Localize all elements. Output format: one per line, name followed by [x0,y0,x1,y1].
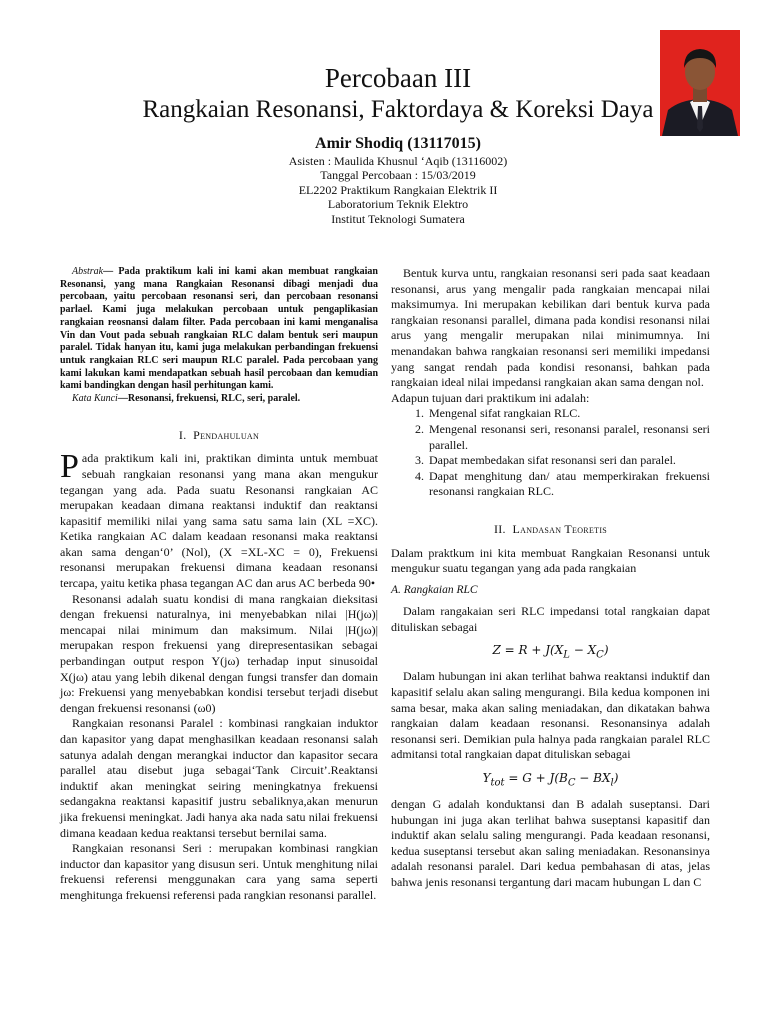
eq2-part: ) [613,771,619,786]
eq1-sub-c: C [596,649,604,661]
intro-paragraph-4: Rangkaian resonansi Seri : merupakan kombinasi rangkian inductor dan kapasitor yang disusun seri. Untuk menghitung nilai frekuensi referensi menggunakan cara yang sama seperti menghitunga frekuensi referensi pada rangkian resonansi parallel. [60,841,378,902]
section-number-1: I. [178,427,187,442]
section-title-2: Landasan Teoretis [512,521,608,536]
list-item: 2. Mengenal resonansi seri, resonansi paralel, resonansi seri parallel. [427,422,710,453]
keywords-label: Kata Kunci [72,393,118,405]
intro-text-1: ada praktikum kali ini, praktikan diminta untuk membuat sebuah rangkaian resonansi yang mana akan mengukur tegangan yang ada. Pada suatu Resonansi rangkaian AC merupakan keadaan dimana reaktansi induktif dan reaktansi kapasitif memiliki nilai yang sama satu sama lain (XL =XC). Ketika rangkaian AC dalam keadaan resonansi maka reaktansi akan sama dengan‘0’ (Nol), (X =XL-XC = 0), Frekuensi resonansi merupakan frekuensi dimana keadaan resonansi tercapa, yaitu ketika phasa tegangan AC dan arus AC berbeda 90• [60,451,378,591]
paper-title: Percobaan III [324,63,472,93]
keywords-text: —Resonansi, frekuensi, RLC, seri, paralel. [117,393,301,405]
section-title-1: Pendahuluan [193,427,260,442]
list-item: 1. Mengenal sifat rangkaian RLC. [427,406,710,422]
left-column [60,266,378,904]
eq2-sub-l: l [610,777,614,789]
theory-paragraph-2: Dalam rangakaian seri RLC impedansi total rangkaian dapat dituliskan sebagai [391,604,710,634]
section-heading-2 [391,522,710,538]
theory-paragraph-4: dengan G adalah konduktansi dan B adalah suseptansi. Dari hubungan ini juga akan terlihat bahwa suseptansi kapasitif dan induktif akan selalu saling mengurangi. Pada keadaan resonansi, kedua suseptansi tersebut akan saling meniadakan. Resonansinya adalah resonansi paralel. Dari kedua pembahasan di atas, jelas bahwa jenis resonansi tergantung dari macam hubungan L dan C [391,797,710,889]
eq1-part: Z = R + J(X [492,643,564,658]
section-heading-1 [60,428,378,444]
eq2-sub-c: C [567,777,576,789]
date-line: Tanggal Percobaan : 15/03/2019 [320,168,476,183]
drop-cap: P [60,448,79,486]
equation-impedance [391,643,710,663]
institute-line: Institut Teknologi Sumatera [331,211,465,226]
eq1-part: − X [569,643,597,658]
author-name: Amir Shodiq (13117015) [315,135,481,152]
theory-paragraph-1: Dalam praktkum ini kita membuat Rangkaian Resonansi untuk mengukur suatu tegangan yang ada pada rangkaian [391,545,710,576]
goals-list [391,406,710,500]
abstract-text: — Pada praktikum kali ini kami akan membuat rangkaian Resonansi, yang mana Rangkaian Resonansi dibagi menjadi dua percobaan, yaitu percobaan resonansi seri, dan percobaan resonansi parlael. Kami juga melakukan percobaan untuk pengaplikasian rangkaian reosnansi dalam filter. Pada percobaan ini kami menganalisa Vin dan Vout pada sebuah rangkaian RLC dalam bentuk seri maupun paralel. Tidak hanyan itu, kami juga melakukan perbandingan frekuensi untuk rangkaian RLC seri maupun RLC paralel. Pada percobaan yang kami lakukan kami mendapatkan sebuah hasil percobaan dan kemudian kami bandingkan dengan hasil perhitungan kami. [60,266,378,392]
course-line: EL2202 Praktikum Rangkaian Elektrik II [298,182,498,197]
assistant-line: Asisten : Maulida Khusnul ‘Aqib (13116002) [288,154,508,168]
goals-intro: Adapun tujuan dari praktikum ini adalah: [391,390,590,405]
eq1-sub-l: L [563,649,570,661]
abstract-label: Abstrak [72,266,104,277]
lab-line: Laboratorium Teknik Elektro [327,197,469,212]
list-item: 4. Dapat menghitung dan/ atau memperkirakan frekuensi resonansi rangkaian RLC. [427,469,710,500]
paper-subtitle: Rangkaian Resonansi, Faktordaya & Koreksi Daya [142,96,654,123]
intro-paragraph-5: Bentuk kurva untu, rangkaian resonansi seri pada saat keadaan resonansi, arus yang mengalir pada rangkaian mencapai nilai maksimumya. Ini merupakan kebilikan dari bentuk kurva pada rangkaian resonansi parallel, dimana pada kondisi resonansi nilai arus yang mengalir merupakan nilai minimumnya. Ini menandakan bahwa rangkaian resonansi seri memiliki impedansi yang sangat rendah pada kondisi resonansi, bahkan pada rangkaian ideal nilai impedansi rangkaian akan sama dengan nol. [391,266,710,390]
equation-admittance [391,771,710,791]
eq1-part: ) [603,643,609,658]
list-item: 3. Dapat membedakan sifat resonansi seri dan paralel. [427,453,710,469]
subsection-heading-a: A. Rangkaian RLC [391,583,478,596]
right-column [391,266,710,891]
theory-paragraph-3: Dalam hubungan ini akan terlihat bahwa reaktansi induktif dan kapasitif selalu akan saling mengurangi. Bila kedua komponen ini sama besar, maka akan saling meniadakan, dan dikatakan bahwa rangkaian dalam keadaan resonansi. Resonansinya adalah resonansi seri. Demikian pula halnya pada rangkaian paralel RLC admitansi total rangkaian dapat dituliskan sebagai [391,669,710,762]
eq2-part: Y [482,771,491,786]
section-number-2: II. [493,521,506,536]
intro-paragraph-2: Resonansi adalah suatu kondisi di mana rangkaian dieksitasi dengan frekuensi naturalnya, ini menyebabkan nilai |H(jω)| mencapai nilai minimum dan maksimum. Nilai |H(jω)| merupakan respon frekuensi yang direpresentasikan sebagai perbandingan output respon Y(jω) terhadap input sinusoidal X(jω) atau yang lebih dikenal dengan fungsi transfer dan domain jω: Frekuensi yang menyebabkan kondisi tersebut terjadi disebut dengan frekuensi resonansi (ω0) [60,591,378,715]
intro-paragraph-3: Rangkaian resonansi Paralel : kombinasi rangkaian induktor dan kapasitor yang dapat menghasilkan keadaan resonansi salah satunya adalah dengan merangkai inductor dan kapasitor secara parallel atau disebut juga sebagai‘Tank Circuit’.Reaktansi induktif akan meningkat seiring meningkatnya frekuensi sedangakna reaktansi kapasitif justru sebaliknya,akan menurun jika frekuensi meningkat. Jadi hanya aka nada satu nilai frekuensi dimana keadaan kedua reaktansi tersebut bernilai sama. [60,716,378,840]
abstract [60,266,378,393]
eq2-part: − BX [575,771,611,786]
intro-paragraph-1 [60,448,378,591]
eq2-part: = G + J(B [504,771,568,786]
eq2-sub-tot: tot [490,777,505,789]
paper-header [60,62,736,226]
keywords [60,393,378,406]
